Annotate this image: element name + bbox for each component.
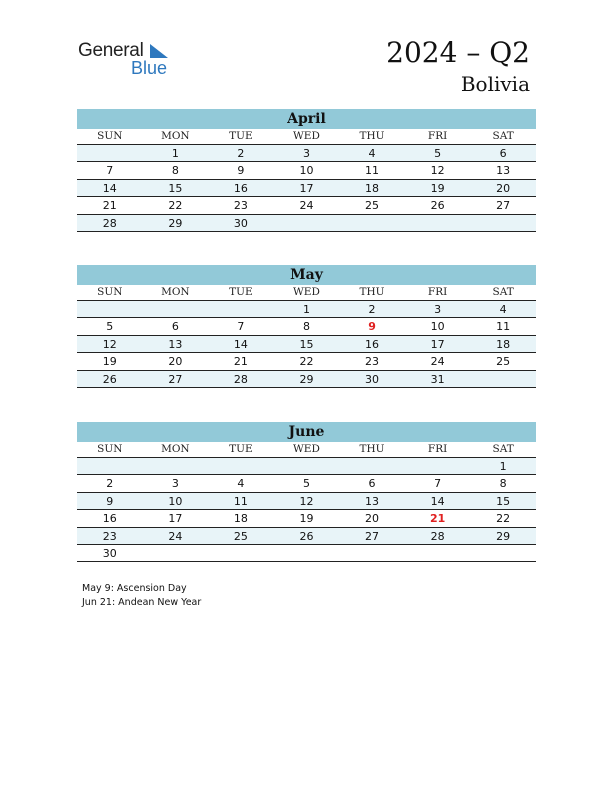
day-cell: 6 — [499, 147, 507, 160]
day-cell: 4 — [499, 303, 507, 316]
weekday-label: SAT — [492, 443, 514, 455]
empty-day-cell — [274, 545, 340, 561]
day-cell: 26 — [102, 372, 117, 386]
day-cell: 9 — [368, 320, 376, 334]
day-cell: 20 — [365, 512, 380, 526]
week-row — [77, 197, 536, 214]
day-cell: 6 — [171, 320, 179, 334]
day-cell: 27 — [168, 372, 183, 386]
day-cell: 18 — [365, 181, 380, 195]
day-cell: 18 — [233, 512, 248, 526]
page-title: 2024 – Q2 — [386, 36, 530, 69]
day-cell: 11 — [365, 164, 380, 178]
day-cell: 15 — [168, 181, 183, 195]
empty-day-cell — [274, 215, 340, 231]
day-cell: 12 — [102, 337, 117, 351]
weekday-label: SUN — [97, 443, 123, 455]
empty-day-cell — [208, 458, 274, 474]
day-cell: 29 — [299, 372, 314, 386]
holiday-note: Jun 21: Andean New Year — [82, 597, 202, 608]
day-cell: 9 — [237, 164, 245, 178]
day-cell: 2 — [368, 303, 376, 316]
month-june — [77, 422, 536, 562]
day-cell: 29 — [168, 216, 183, 230]
day-cell: 26 — [299, 529, 314, 543]
day-cell: 12 — [299, 494, 314, 508]
day-cell: 31 — [430, 372, 445, 386]
week-row — [77, 215, 536, 232]
day-cell: 5 — [106, 320, 114, 334]
empty-day-cell — [470, 215, 536, 231]
month-title: June — [77, 422, 536, 442]
day-cell: 23 — [365, 355, 380, 369]
day-cell: 16 — [102, 512, 117, 526]
weekday-label: WED — [293, 286, 320, 298]
empty-day-cell — [470, 371, 536, 387]
weekday-label: THU — [359, 286, 385, 298]
day-cell: 10 — [299, 164, 314, 178]
empty-day-cell — [143, 301, 209, 317]
weekday-label: MON — [161, 130, 190, 142]
week-row — [77, 458, 536, 475]
day-cell: 2 — [237, 147, 245, 160]
weekday-label: MON — [161, 286, 190, 298]
weekday-label: FRI — [427, 286, 448, 298]
day-cell: 11 — [496, 320, 511, 334]
day-cell: 15 — [299, 337, 314, 351]
day-cell: 22 — [299, 355, 314, 369]
day-cell: 13 — [168, 337, 183, 351]
empty-day-cell — [405, 545, 471, 561]
day-cell: 13 — [365, 494, 380, 508]
weekday-label: SAT — [492, 286, 514, 298]
week-row — [77, 371, 536, 388]
day-cell: 28 — [430, 529, 445, 543]
day-cell: 11 — [233, 494, 248, 508]
day-cell: 7 — [106, 164, 114, 178]
day-cell: 21 — [102, 199, 117, 213]
day-cell: 17 — [168, 512, 183, 526]
day-cell: 13 — [496, 164, 511, 178]
day-cell: 8 — [302, 320, 310, 334]
day-cell: 10 — [168, 494, 183, 508]
day-cell: 28 — [102, 216, 117, 230]
day-cell: 7 — [237, 320, 245, 334]
day-cell: 12 — [430, 164, 445, 178]
month-title: April — [77, 109, 536, 129]
weekday-label: SUN — [97, 130, 123, 142]
week-row — [77, 162, 536, 179]
country-name: Bolivia — [460, 72, 530, 96]
empty-day-cell — [208, 301, 274, 317]
weekday-label: WED — [293, 443, 320, 455]
day-cell: 30 — [102, 546, 117, 560]
weekday-label: TUE — [229, 286, 253, 298]
day-cell: 2 — [106, 477, 114, 491]
day-cell: 22 — [168, 199, 183, 213]
weekday-label: MON — [161, 443, 190, 455]
day-cell: 3 — [434, 303, 442, 316]
day-cell: 6 — [368, 477, 376, 491]
day-cell: 27 — [365, 529, 380, 543]
day-cell: 23 — [233, 199, 248, 213]
weekday-header-row — [77, 442, 536, 458]
day-cell: 19 — [102, 355, 117, 369]
day-cell: 5 — [434, 147, 442, 160]
day-cell: 26 — [430, 199, 445, 213]
day-cell: 1 — [171, 147, 179, 160]
month-april — [77, 109, 536, 232]
day-cell: 19 — [299, 512, 314, 526]
weekday-label: FRI — [427, 130, 448, 142]
brand-word-general: General — [78, 40, 144, 61]
day-cell: 1 — [302, 303, 310, 316]
day-cell: 1 — [499, 460, 507, 473]
day-cell: 25 — [365, 199, 380, 213]
empty-day-cell — [339, 215, 405, 231]
holiday-note: May 9: Ascension Day — [82, 583, 187, 594]
week-row — [77, 336, 536, 353]
weekday-label: THU — [359, 130, 385, 142]
day-cell: 25 — [496, 355, 511, 369]
day-cell: 23 — [102, 529, 117, 543]
day-cell: 17 — [299, 181, 314, 195]
day-cell: 8 — [171, 164, 179, 178]
day-cell: 30 — [233, 216, 248, 230]
day-cell: 18 — [496, 337, 511, 351]
weekday-label: THU — [359, 443, 385, 455]
day-cell: 15 — [496, 494, 511, 508]
brand-word-blue: Blue — [131, 58, 168, 78]
empty-day-cell — [470, 545, 536, 561]
week-row — [77, 353, 536, 370]
empty-day-cell — [77, 458, 143, 474]
day-cell: 24 — [430, 355, 445, 369]
day-cell: 29 — [496, 529, 511, 543]
day-cell: 4 — [368, 147, 376, 160]
brand-logo — [78, 40, 178, 80]
empty-day-cell — [405, 215, 471, 231]
empty-day-cell — [208, 545, 274, 561]
week-row — [77, 180, 536, 197]
day-cell: 4 — [237, 477, 245, 491]
month-title: May — [77, 265, 536, 285]
day-cell: 20 — [168, 355, 183, 369]
weekday-label: TUE — [229, 130, 253, 142]
empty-day-cell — [143, 545, 209, 561]
weekday-label: TUE — [229, 443, 253, 455]
day-cell: 10 — [430, 320, 445, 334]
empty-day-cell — [274, 458, 340, 474]
week-row — [77, 475, 536, 492]
empty-day-cell — [77, 301, 143, 317]
week-row — [77, 493, 536, 510]
day-cell: 24 — [299, 199, 314, 213]
day-cell: 3 — [171, 477, 179, 491]
day-cell: 28 — [233, 372, 248, 386]
day-cell: 24 — [168, 529, 183, 543]
week-row — [77, 510, 536, 527]
weekday-label: SAT — [492, 130, 514, 142]
day-cell: 7 — [434, 477, 442, 491]
empty-day-cell — [143, 458, 209, 474]
week-row — [77, 318, 536, 335]
week-row — [77, 301, 536, 318]
week-row — [77, 528, 536, 545]
day-cell: 9 — [106, 494, 114, 508]
empty-day-cell — [339, 545, 405, 561]
empty-day-cell — [77, 145, 143, 161]
day-cell: 16 — [233, 181, 248, 195]
day-cell: 20 — [496, 181, 511, 195]
day-cell: 30 — [365, 372, 380, 386]
day-cell: 14 — [430, 494, 445, 508]
week-row — [77, 545, 536, 562]
day-cell: 14 — [102, 181, 117, 195]
day-cell: 25 — [233, 529, 248, 543]
day-cell: 27 — [496, 199, 511, 213]
day-cell: 19 — [430, 181, 445, 195]
brand-flag-icon — [148, 42, 170, 60]
weekday-label: FRI — [427, 443, 448, 455]
day-cell: 21 — [233, 355, 248, 369]
week-row — [77, 145, 536, 162]
month-may — [77, 265, 536, 388]
weekday-header-row — [77, 285, 536, 301]
day-cell: 3 — [302, 147, 310, 160]
day-cell: 21 — [429, 512, 446, 526]
empty-day-cell — [339, 458, 405, 474]
holiday-notes — [82, 582, 201, 610]
weekday-label: WED — [293, 130, 320, 142]
weekday-header-row — [77, 129, 536, 145]
empty-day-cell — [405, 458, 471, 474]
day-cell: 8 — [499, 477, 507, 491]
day-cell: 16 — [365, 337, 380, 351]
day-cell: 17 — [430, 337, 445, 351]
weekday-label: SUN — [97, 286, 123, 298]
day-cell: 14 — [233, 337, 248, 351]
day-cell: 22 — [496, 512, 511, 526]
day-cell: 5 — [302, 477, 310, 491]
